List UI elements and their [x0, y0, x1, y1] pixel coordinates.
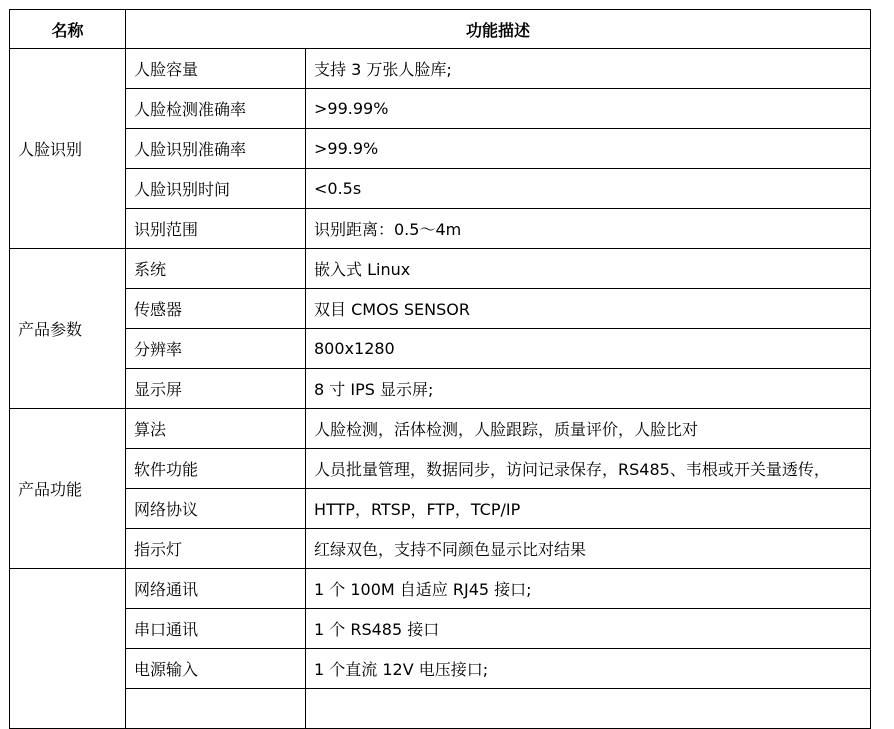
- desc-cell: 人员批量管理，数据同步，访问记录保存，RS485、韦根或开关量透传，: [306, 449, 871, 489]
- spec-table: [9, 9, 871, 729]
- table-row: [10, 89, 871, 129]
- header-description: 功能描述: [126, 10, 871, 49]
- desc-cell: 支持 3 万张人脸库;: [306, 49, 871, 89]
- table-row: [10, 449, 871, 489]
- table-row: [10, 649, 871, 689]
- table-row: [10, 609, 871, 649]
- item-cell: 网络通讯: [126, 569, 306, 609]
- table-row: [10, 529, 871, 569]
- desc-cell: 8 寸 IPS 显示屏;: [306, 369, 871, 409]
- item-cell: 人脸容量: [126, 49, 306, 89]
- item-cell: 人脸检测准确率: [126, 89, 306, 129]
- table-row: [10, 329, 871, 369]
- table-row: [10, 289, 871, 329]
- table-row: [10, 169, 871, 209]
- item-cell: 软件功能: [126, 449, 306, 489]
- table-row: [10, 369, 871, 409]
- item-cell: 分辨率: [126, 329, 306, 369]
- desc-cell: >99.99%: [306, 89, 871, 129]
- item-cell: 传感器: [126, 289, 306, 329]
- category-face-recognition: 人脸识别: [10, 49, 126, 249]
- category-product-functions: 产品功能: [10, 409, 126, 569]
- desc-cell: 嵌入式 Linux: [306, 249, 871, 289]
- desc-cell: <0.5s: [306, 169, 871, 209]
- category-product-params: 产品参数: [10, 249, 126, 409]
- desc-cell: 1 个直流 12V 电压接口;: [306, 649, 871, 689]
- table-row: [10, 209, 871, 249]
- desc-cell: >99.9%: [306, 129, 871, 169]
- table-row: [10, 409, 871, 449]
- desc-cell: 双目 CMOS SENSOR: [306, 289, 871, 329]
- item-cell: 系统: [126, 249, 306, 289]
- desc-cell: 识别距离：0.5～4m: [306, 209, 871, 249]
- item-cell: 电源输入: [126, 649, 306, 689]
- desc-cell: 红绿双色，支持不同颜色显示比对结果: [306, 529, 871, 569]
- desc-cell: HTTP，RTSP，FTP，TCP/IP: [306, 489, 871, 529]
- table-row: [10, 129, 871, 169]
- item-cell: 网络协议: [126, 489, 306, 529]
- category-interfaces: [10, 569, 126, 729]
- item-cell: [126, 689, 306, 729]
- table-row: [10, 489, 871, 529]
- item-cell: 显示屏: [126, 369, 306, 409]
- item-cell: 算法: [126, 409, 306, 449]
- item-cell: 指示灯: [126, 529, 306, 569]
- table-row: [10, 49, 871, 89]
- item-cell: 人脸识别时间: [126, 169, 306, 209]
- desc-cell: 800x1280: [306, 329, 871, 369]
- table-row: [10, 569, 871, 609]
- item-cell: 人脸识别准确率: [126, 129, 306, 169]
- header-row: [10, 10, 871, 49]
- table-row: [10, 689, 871, 729]
- desc-cell: 1 个 100M 自适应 RJ45 接口;: [306, 569, 871, 609]
- desc-cell: [306, 689, 871, 729]
- header-name: 名称: [10, 10, 126, 49]
- desc-cell: 1 个 RS485 接口: [306, 609, 871, 649]
- table-row: [10, 249, 871, 289]
- desc-cell: 人脸检测，活体检测，人脸跟踪，质量评价，人脸比对: [306, 409, 871, 449]
- item-cell: 串口通讯: [126, 609, 306, 649]
- item-cell: 识别范围: [126, 209, 306, 249]
